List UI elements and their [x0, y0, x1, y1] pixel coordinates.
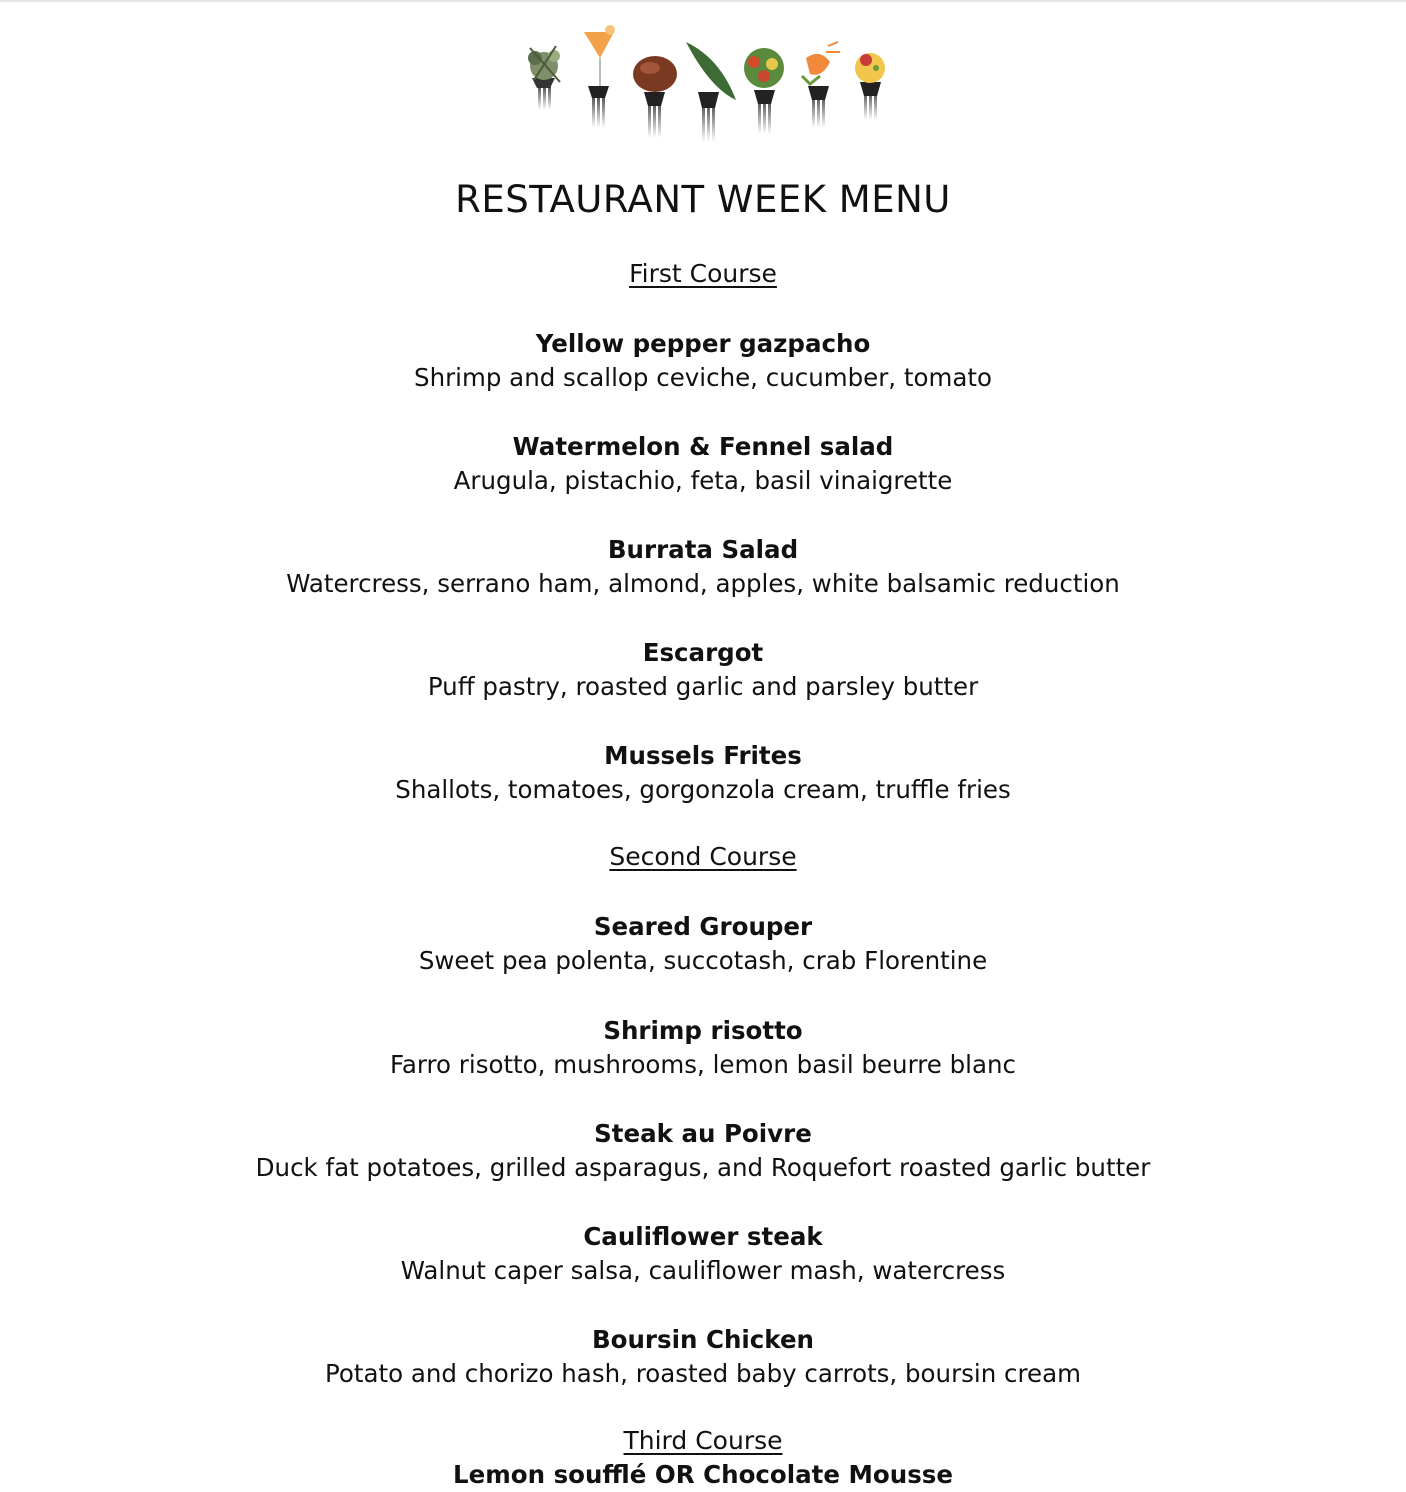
- third-course-heading: Third Course: [623, 1426, 783, 1455]
- menu-item: [0, 327, 1406, 395]
- dish-description: Duck fat potatoes, grilled asparagus, and Roquefort roasted garlic butter: [255, 1153, 1151, 1182]
- dish-name: Seared Grouper: [593, 912, 813, 941]
- menu-item: [0, 739, 1406, 807]
- first-course-heading: First Course: [629, 259, 777, 288]
- dish-description: Puff pastry, roasted garlic and parsley butter: [427, 672, 979, 701]
- forks-food-illustration: [510, 18, 900, 148]
- dish-description: Watercress, serrano ham, almond, apples, white balsamic reduction: [286, 569, 1120, 598]
- menu-item: [0, 636, 1406, 704]
- menu-item: [0, 910, 1406, 978]
- dish-description: Farro risotto, mushrooms, lemon basil beurre blanc: [390, 1050, 1016, 1079]
- fork-cocktail-icon: [584, 25, 615, 128]
- dish-name: Burrata Salad: [607, 535, 799, 564]
- dish-name: Yellow pepper gazpacho: [535, 329, 871, 358]
- dish-name: Escargot: [642, 638, 764, 667]
- dish-name: Steak au Poivre: [594, 1119, 812, 1148]
- dish-name: Watermelon & Fennel salad: [512, 432, 894, 461]
- dish-description: Shrimp and scallop ceviche, cucumber, tomato: [414, 363, 992, 392]
- dish-description: Arugula, pistachio, feta, basil vinaigrette: [453, 466, 953, 495]
- menu-item: [0, 1323, 1406, 1391]
- dish-name: Boursin Chicken: [591, 1325, 815, 1354]
- menu-item: [0, 533, 1406, 601]
- fork-shrimp-icon: [802, 42, 840, 128]
- fork-pea-pod-icon: [686, 42, 736, 142]
- dish-name: Cauliflower steak: [583, 1222, 823, 1251]
- fork-salad-icon: [744, 48, 784, 134]
- dish-name: Mussels Frites: [604, 741, 802, 770]
- dish-description: Shallots, tomatoes, gorgonzola cream, truffle fries: [395, 775, 1011, 804]
- dessert-item: Lemon soufflé OR Chocolate Mousse: [453, 1460, 953, 1489]
- menu-item: [0, 430, 1406, 498]
- menu-item: [0, 1220, 1406, 1288]
- menu-item: [0, 1117, 1406, 1185]
- second-course-heading: Second Course: [609, 842, 797, 871]
- dish-name: Shrimp risotto: [603, 1016, 803, 1045]
- fork-steak-icon: [633, 56, 677, 138]
- menu-title: RESTAURANT WEEK MENU: [455, 178, 951, 221]
- top-border: [0, 0, 1406, 2]
- fork-pasta-icon: [855, 53, 885, 120]
- dish-description: Potato and chorizo hash, roasted baby carrots, boursin cream: [325, 1359, 1081, 1388]
- fork-herbs-icon: [528, 46, 560, 110]
- dish-description: Sweet pea polenta, succotash, crab Florentine: [418, 946, 988, 975]
- dish-description: Walnut caper salsa, cauliflower mash, watercress: [400, 1256, 1006, 1285]
- menu-item: [0, 1014, 1406, 1082]
